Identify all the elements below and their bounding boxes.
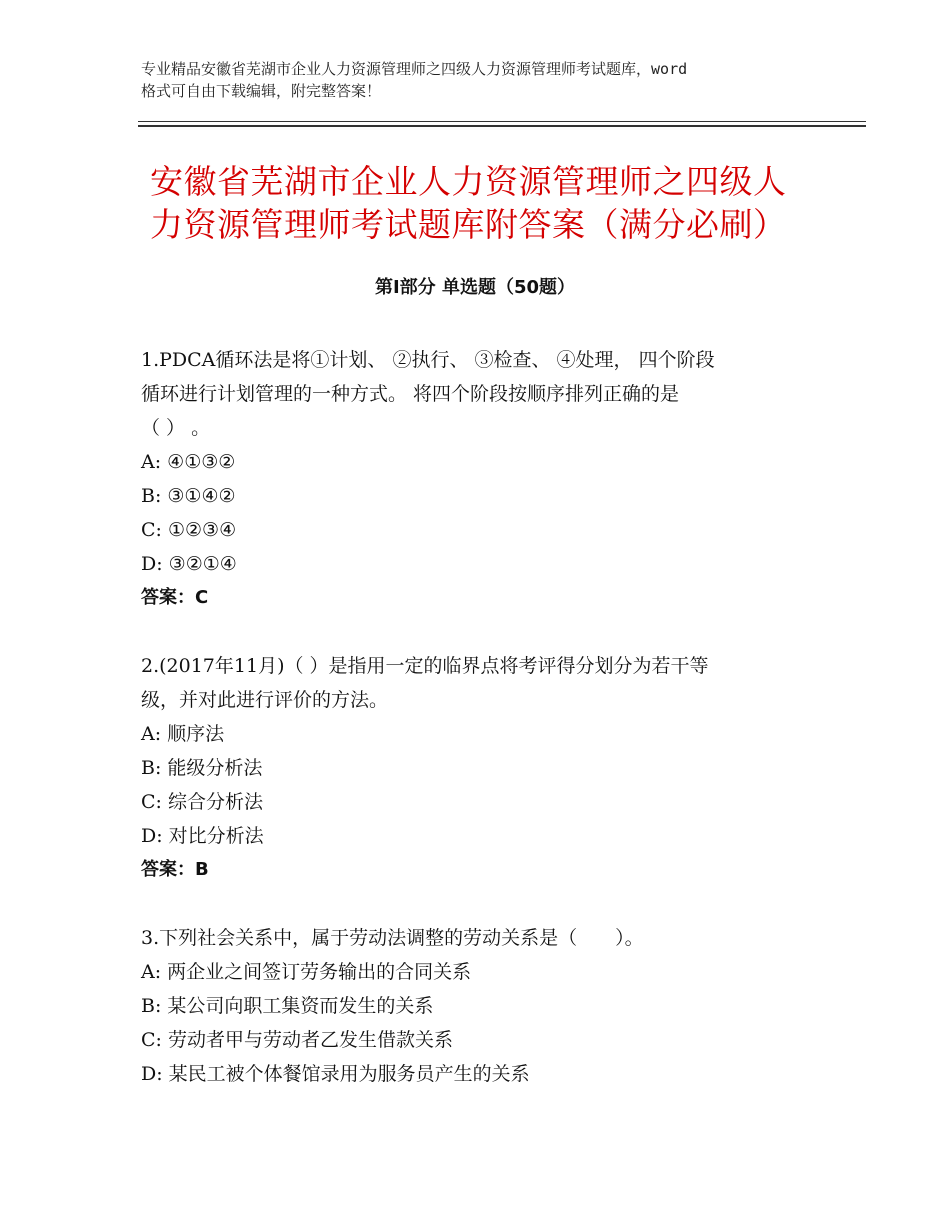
question-stem bbox=[141, 649, 821, 717]
question-3 bbox=[141, 921, 821, 1091]
header-note bbox=[141, 58, 831, 102]
option-c: C: 综合分析法 bbox=[141, 791, 263, 813]
answer-label: 答案：C bbox=[141, 587, 209, 608]
question-2 bbox=[141, 649, 821, 887]
option-a: A: 顺序法 bbox=[141, 723, 225, 745]
option-a: A: ④①③② bbox=[141, 451, 236, 473]
document-title bbox=[150, 160, 840, 246]
document-title-line-1: 安徽省芜湖市企业人力资源管理师之四级人 bbox=[150, 162, 787, 201]
option-b: B: ③①④② bbox=[141, 485, 236, 507]
option-c: C: 劳动者甲与劳动者乙发生借款关系 bbox=[141, 1029, 453, 1051]
question-stem-line: （ ） 。 bbox=[141, 417, 211, 439]
question-stem-line: 循环进行计划管理的一种方式。 将四个阶段按顺序排列正确的是 bbox=[141, 383, 680, 405]
question-stem bbox=[141, 343, 821, 445]
question-stem-line: 3.下列社会关系中，属于劳动法调整的劳动关系是（ ）。 bbox=[141, 927, 644, 949]
question-stem-line: 级，并对此进行评价的方法。 bbox=[141, 689, 389, 711]
question-list bbox=[141, 343, 821, 1125]
option-b: B: 能级分析法 bbox=[141, 757, 263, 779]
header-note-line-1: 专业精品安徽省芜湖市企业人力资源管理师之四级人力资源管理师考试题库，word bbox=[141, 60, 688, 78]
question-stem-line: 2.(2017年11月)（ ）是指用一定的临界点将考评得分划分为若干等 bbox=[141, 655, 709, 677]
header-divider-thick bbox=[138, 125, 866, 127]
answer-label: 答案：B bbox=[141, 859, 209, 880]
header-note-line-2: 格式可自由下载编辑，附完整答案！ bbox=[141, 82, 382, 100]
option-d: D: 对比分析法 bbox=[141, 825, 264, 847]
option-a: A: 两企业之间签订劳务输出的合同关系 bbox=[141, 961, 472, 983]
option-c: C: ①②③④ bbox=[141, 519, 237, 541]
option-b: B: 某公司向职工集资而发生的关系 bbox=[141, 995, 434, 1017]
question-1 bbox=[141, 343, 821, 615]
question-stem-line: 1.PDCA循环法是将①计划、 ②执行、 ③检查、 ④处理， 四个阶段 bbox=[141, 349, 715, 371]
option-d: D: 某民工被个体餐馆录用为服务员产生的关系 bbox=[141, 1063, 530, 1085]
document-title-line-2: 力资源管理师考试题库附答案（满分必刷） bbox=[150, 205, 787, 244]
header-divider-thin bbox=[138, 121, 866, 122]
question-stem bbox=[141, 921, 821, 955]
option-d: D: ③②①④ bbox=[141, 553, 237, 575]
section-heading: 第Ⅰ部分 单选题（50题） bbox=[374, 277, 575, 298]
